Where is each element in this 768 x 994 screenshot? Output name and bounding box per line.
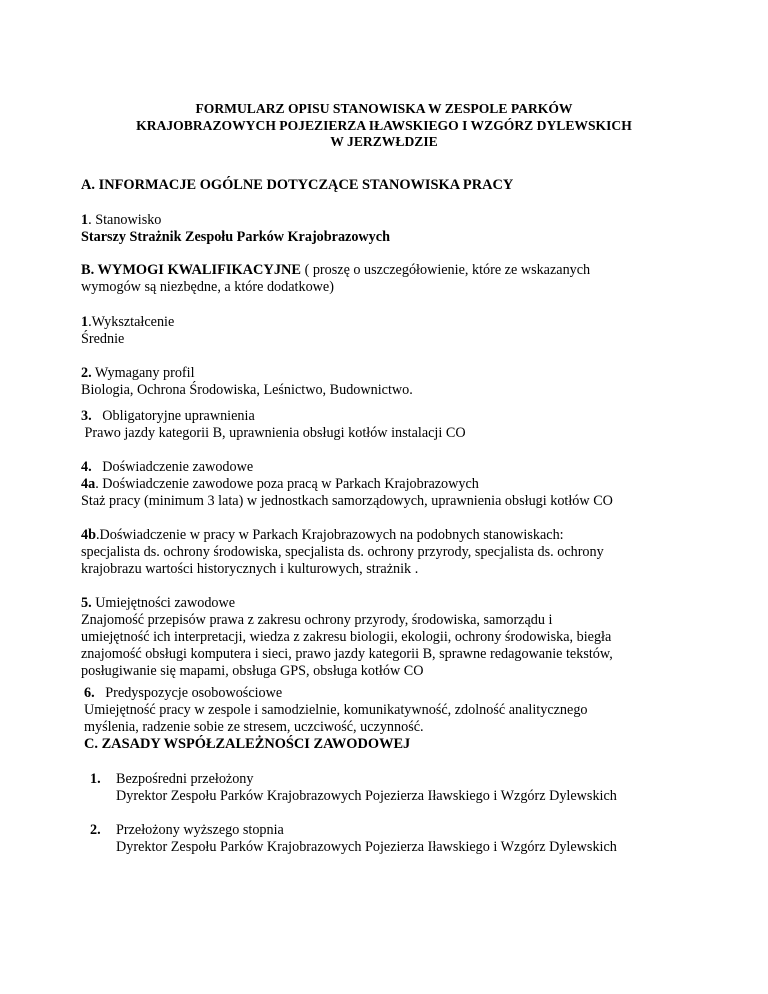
sub-item-number: 4b xyxy=(81,527,96,543)
sub-item-value: Staż pracy (minimum 3 lata) w jednostkach samorządowych, uprawnienia obsługi kotłów CO xyxy=(81,493,613,509)
item-value: Biologia, Ochrona Środowiska, Leśnictwo, Budownictwo. xyxy=(81,382,413,398)
item-number: 2. xyxy=(81,365,92,381)
section-b-item-2 xyxy=(81,365,701,399)
section-b-item-4b xyxy=(81,527,701,578)
item-number: 2. xyxy=(90,822,101,838)
sub-item-line-3: krajobrazu wartości historycznych i kulturowych, strażnik . xyxy=(81,561,419,577)
item-number: 3. xyxy=(81,408,92,424)
item-line-4: posługiwanie się mapami, obsługa GPS, obsługa kotłów CO xyxy=(81,663,424,679)
item-value: Dyrektor Zespołu Parków Krajobrazowych Pojezierza Iławskiego i Wzgórz Dylewskich xyxy=(116,839,617,855)
title-line-2: KRAJOBRAZOWYCH POJEZIERZA IŁAWSKIEGO I WZGÓRZ DYLEWSKICH xyxy=(136,117,632,133)
title-line-3: W JERZWŁDZIE xyxy=(330,134,438,149)
item-line-3: znajomość obsługi komputera i sieci, prawo jazdy kategorii B, sprawne redagowanie tekstów, xyxy=(81,646,613,662)
item-label: Bezpośredni przełożony xyxy=(116,771,254,787)
item-value: Prawo jazdy kategorii B, uprawnienia obsługi kotłów instalacji CO xyxy=(81,425,466,441)
item-value: Średnie xyxy=(81,331,125,347)
item-label: .Wykształcenie xyxy=(88,314,175,330)
item-label: Wymagany profil xyxy=(91,365,195,381)
section-b-item-4 xyxy=(81,459,701,510)
item-number: 6. xyxy=(84,685,95,701)
section-b-item-6 xyxy=(84,685,704,736)
sub-item-label: . Doświadczenie zawodowe poza pracą w Parkach Krajobrazowych xyxy=(95,476,479,492)
section-a-heading: A. INFORMACJE OGÓLNE DOTYCZĄCE STANOWISKA PRACY xyxy=(81,177,514,193)
item-line-1: Umiejętność pracy w zespole i samodzielnie, komunikatywność, zdolność analitycznego xyxy=(84,702,588,718)
section-b-item-5 xyxy=(81,595,701,680)
document-title xyxy=(60,101,708,151)
section-b-item-1 xyxy=(81,314,701,348)
item-number: 5. xyxy=(81,595,92,611)
item-label: Przełożony wyższego stopnia xyxy=(116,822,284,838)
section-b-title: B. WYMOGI KWALIFIKACYJNE xyxy=(81,262,302,278)
item-value: Starszy Strażnik Zespołu Parków Krajobrazowych xyxy=(81,229,390,245)
item-number: 1 xyxy=(81,212,89,228)
section-b-heading xyxy=(81,262,701,296)
item-label: Obligatoryjne uprawnienia xyxy=(91,408,255,424)
sub-item-number: 4a xyxy=(81,476,96,492)
item-label: Umiejętności zawodowe xyxy=(91,595,236,611)
section-b-note-2: wymogów są niezbędne, a które dodatkowe) xyxy=(81,279,334,295)
item-label: Doświadczenie zawodowe xyxy=(91,459,254,475)
section-a-item-1 xyxy=(81,212,701,246)
item-line-2: myślenia, radzenie sobie ze stresem, uczciwość, uczynność. xyxy=(84,719,424,735)
title-line-1: FORMULARZ OPISU STANOWISKA W ZESPOLE PARKÓW xyxy=(195,101,573,116)
item-line-1: Znajomość przepisów prawa z zakresu ochrony przyrody, środowiska, samorządu i xyxy=(81,612,553,628)
item-number: 4. xyxy=(81,459,92,475)
item-line-2: umiejętność ich interpretacji, wiedza z zakresu biologii, ekologii, ochrony środowiska, biegła xyxy=(81,629,612,645)
item-number: 1 xyxy=(81,314,89,330)
item-label: . Stanowisko xyxy=(88,212,162,228)
section-c-heading: C. ZASADY WSPÓŁZALEŻNOŚCI ZAWODOWEJ xyxy=(84,736,411,752)
section-b-item-3 xyxy=(81,408,701,442)
section-b-note: ( proszę o uszczegółowienie, które ze wskazanych xyxy=(301,262,591,278)
item-label: Predyspozycje osobowościowe xyxy=(94,685,283,701)
item-number: 1. xyxy=(90,771,101,787)
item-value: Dyrektor Zespołu Parków Krajobrazowych Pojezierza Iławskiego i Wzgórz Dylewskich xyxy=(116,788,617,804)
sub-item-line-2: specjalista ds. ochrony środowiska, specjalista ds. ochrony przyrody, specjalista ds. ochrony xyxy=(81,544,604,560)
sub-item-label: .Doświadczenie w pracy w Parkach Krajobrazowych na podobnych stanowiskach: xyxy=(95,527,564,543)
